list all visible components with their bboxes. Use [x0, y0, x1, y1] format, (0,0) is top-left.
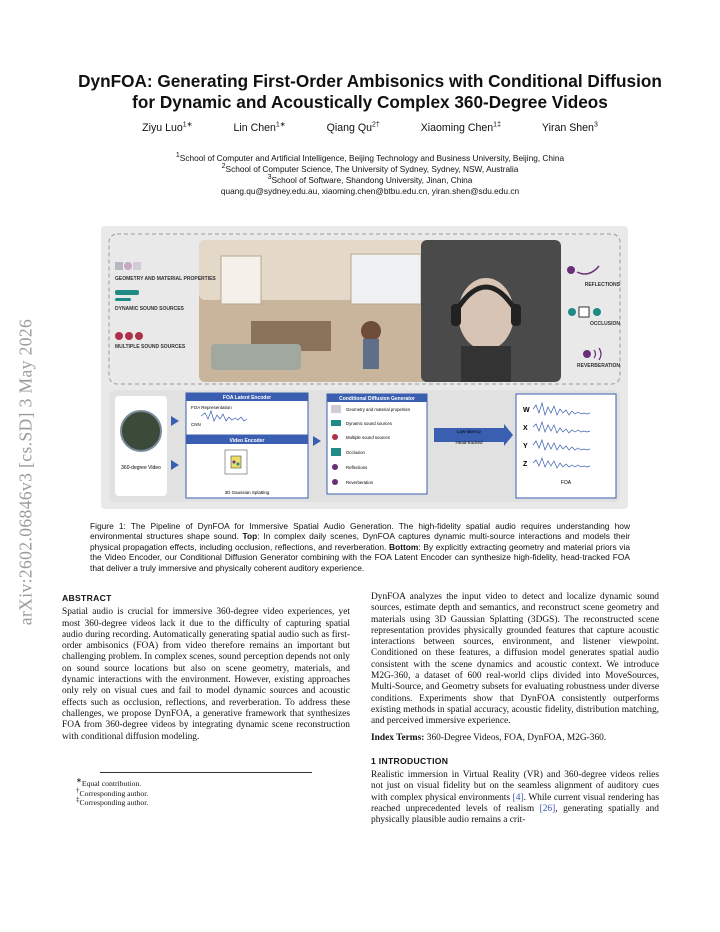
- intro-heading: 1 INTRODUCTION: [371, 755, 449, 766]
- author: Xiaoming Chen$^{1\ddagger}$: [420, 121, 501, 134]
- figure-caption: Figure 1: The Pipeline of DynFOA for Immersive Spatial Audio Generation. The high-fidelity spatial audio requires understanding how environmental structures shape sound. Top: In complex daily scenes, DynFOA captures dynamic multi-source interactions and models their physical propagation effects, including occlusion, reflections, and reverberation. Bottom: By explicitly extracting geometry and material priors via the Video Encoder, our Conditional Diffusion Generator combining with the FOA Latent Encoder can synthesize high-fidelity, head-tracked FOA that deliver a truly immersive and physically coherent auditory experience.: [90, 521, 630, 573]
- author: Ziyu Luo$^{1∗}$: [142, 121, 193, 134]
- svg-text:Low-latency: Low-latency: [456, 429, 482, 434]
- abstract-heading: ABSTRACT: [62, 593, 112, 603]
- author: Yiran Shen$^3$: [541, 121, 598, 134]
- emails: quang.qu@sydney.edu.au, xiaoming.chen@btbu.edu.cn, yiran.shen@sdu.edu.cn: [220, 186, 520, 196]
- svg-text:DYNAMIC SOUND SOURCES: DYNAMIC SOUND SOURCES: [115, 306, 184, 312]
- arxiv-stamp: arXiv:2602.06846v3 [cs.SD] 3 May 2026: [15, 318, 36, 626]
- abstract-column: [62, 593, 350, 743]
- svg-text:REVERBERATION: REVERBERATION: [577, 363, 620, 369]
- occlusion-icon: [568, 307, 601, 317]
- affiliations: $^1$School of Computer and Artificial Intelligence, Beijing Technology and Business University, Beijing, China $^2$School of Computer Science, The University of Sydney, Sydney, NSW, Australia $^3$School of Software, Shandong University, Jinan, China quang.qu@sydney.edu.au, xiaoming.chen@btbu.edu.cn, yiran.shen@sdu.edu.cn: [60, 153, 680, 197]
- author: Qiang $Qu^{2\dagger}$: [326, 121, 380, 134]
- svg-text:Video Encoder: Video Encoder: [229, 438, 265, 444]
- svg-text:Head-tracked: Head-tracked: [455, 440, 483, 445]
- svg-text:Geometry and material properti: Geometry and material properties: [346, 407, 411, 412]
- reverberation-icon: [583, 348, 601, 360]
- svg-text:REFLECTIONS: REFLECTIONS: [584, 282, 620, 288]
- svg-text:FOA Latent Encoder: FOA Latent Encoder: [222, 395, 272, 401]
- svg-text:360-degree Video: 360-degree Video: [121, 465, 161, 471]
- index-terms: Index Terms: 360-Degree Videos, FOA, DynFOA, M2G-360.: [371, 732, 607, 743]
- svg-text:Conditional Diffusion Generato: Conditional Diffusion Generator: [339, 396, 415, 402]
- paper-title: DynFOA: Generating First-Order Ambisonics with Conditional Diffusion for Dynamic and Acoustically Complex 360-Degree Videos: [78, 71, 662, 112]
- right-column: [371, 592, 659, 827]
- geometry-icon: [115, 262, 141, 270]
- abstract-text: Spatial audio is crucial for immersive 360-degree video experiences, yet most 360-degree videos lack it due to the difficulty of capturing spatial audio during recording. Automatically generating spatial audio such as first-order ambisonics (FOA) from video therefore remains an important but challenging problem. In complex scenes, sound perception depends not only on sound source locations but also on scene geometry, materials, and dynamic interactions with the environment. However, existing approaches only rely on visual cues and fail to model dynamic sources and acoustic effects such as occlusion, reflections, and reverberation. To address these challenges, we propose DynFOA, a generative framework that synthesizes FOA from 360-degree videos by integrating dynamic scene reconstruction with conditional diffusion modeling.: [62, 607, 350, 742]
- svg-text:3D Gaussian Splatting: 3D Gaussian Splatting: [224, 490, 270, 495]
- svg-text:OCCLUSION: OCCLUSION: [590, 321, 620, 327]
- svg-text:Y: Y: [523, 443, 528, 450]
- svg-text:Reflections: Reflections: [346, 465, 368, 470]
- citation-link[interactable]: [26]: [539, 804, 556, 815]
- footnotes: ∗Equal contribution. †Corresponding author. ‡Corresponding author.: [62, 772, 350, 808]
- svg-text:Dynamic sound sources: Dynamic sound sources: [346, 421, 392, 426]
- author-list: [60, 122, 680, 134]
- svg-text:FOA: FOA: [560, 480, 572, 486]
- svg-text:Z: Z: [523, 461, 528, 468]
- svg-text:Occlusion: Occlusion: [346, 450, 365, 455]
- intro-paragraph: Realistic immersion in Virtual Reality (VR) and 360-degree videos relies not just on visual fidelity but on the seamless alignment of auditory cues with complex physical environments [4]. While current visual rendering has reached unprecedented levels of realism [26], generating spatially and physically plausible audio remains a crit-: [371, 770, 659, 826]
- svg-text:X: X: [523, 425, 528, 432]
- svg-text:FOA Representation: FOA Representation: [191, 405, 232, 410]
- svg-text:Multiple sound sources: Multiple sound sources: [346, 435, 390, 440]
- body-paragraph: DynFOA analyzes the input video to detect and localize dynamic sound sources, estimate depth and semantics, and reconstruct scene geometry and materials using 3D Gaussian Splatting (3DGS). The reconstructed scene representation provides physically grounded features that capture acoustic interactions between sources, environment, and listener viewpoint. Conditioned on these features, a diffusion model generates spatial audio consistent with the scene dynamics and acoustic context. We introduce M2G-360, a dataset of 600 real-world clips divided into MoveSources, Multi-Source, and Geometry subsets for evaluating robustness under diverse conditions. Experiments show that DynFOA consistently outperforms existing methods in spatial accuracy, acoustic fidelity, distribution matching, and perceived immersive experience.: [371, 592, 659, 727]
- pipeline-figure: [101, 226, 628, 509]
- svg-text:W: W: [523, 407, 530, 414]
- citation-link[interactable]: [4]: [512, 792, 524, 803]
- svg-text:CNN: CNN: [191, 422, 201, 427]
- multiple-source-icon: [115, 332, 143, 340]
- dynamic-source-icon: [115, 290, 139, 301]
- svg-text:Reverberation: Reverberation: [346, 480, 373, 485]
- author: Lin Chen$^{1∗}$: [233, 121, 286, 134]
- svg-text:GEOMETRY AND MATERIAL PROPERTI: GEOMETRY AND MATERIAL PROPERTIES: [115, 276, 216, 282]
- svg-text:MULTIPLE SOUND SOURCES: MULTIPLE SOUND SOURCES: [115, 344, 186, 350]
- reflection-icon: [567, 266, 599, 274]
